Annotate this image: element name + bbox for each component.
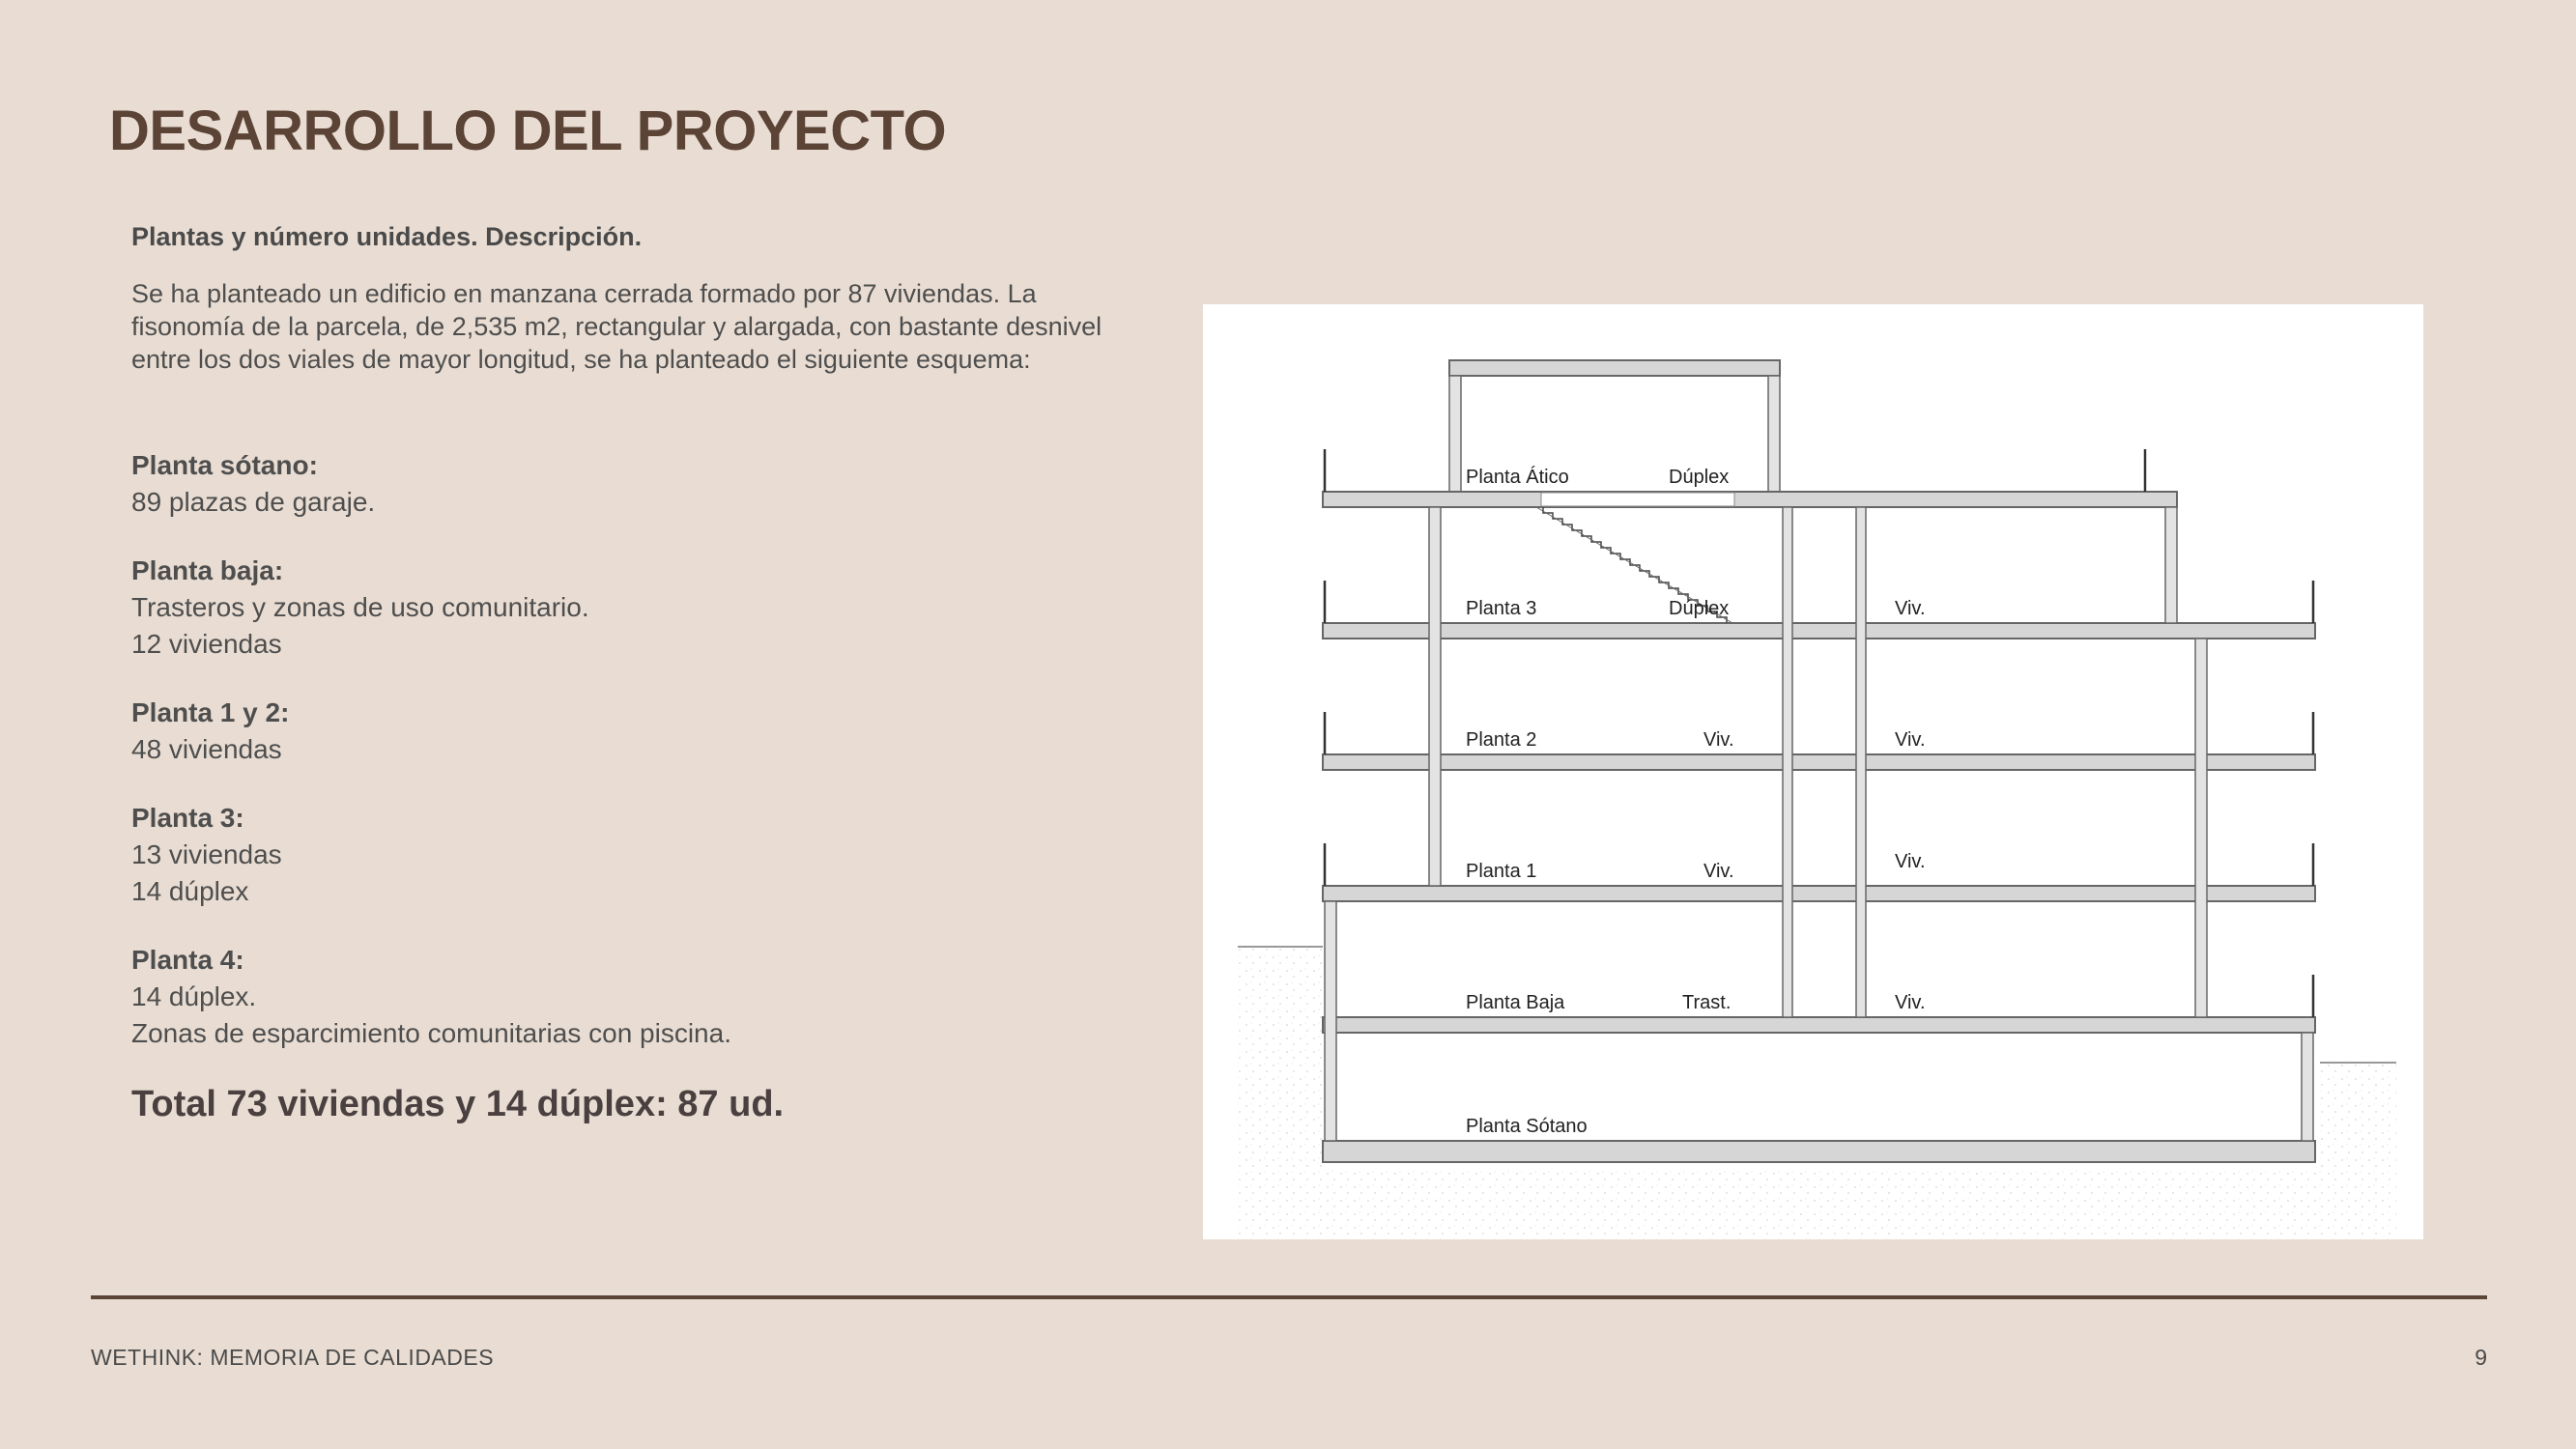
floor-3-slab xyxy=(1323,623,2315,639)
floor-title: Planta 4: xyxy=(131,945,244,975)
floor-detail: Zonas de esparcimiento comunitarias con piscina. xyxy=(131,1018,731,1048)
label-planta-3: Planta 3 xyxy=(1466,598,1537,619)
attic-wall-right xyxy=(1768,376,1780,505)
floor-detail: 89 plazas de garaje. xyxy=(131,487,376,517)
column xyxy=(1429,507,1441,886)
label-planta-sotano: Planta Sótano xyxy=(1466,1116,1588,1137)
label-p2-viv-b: Viv. xyxy=(1895,729,1926,751)
floor-2-slab xyxy=(1323,754,2315,770)
label-atico-duplex: Dúplex xyxy=(1669,467,1730,488)
floor-detail: 13 viviendas xyxy=(131,839,282,869)
floor-list xyxy=(131,447,1156,1052)
column xyxy=(2302,1033,2313,1141)
attic-terrace-opening xyxy=(1541,493,1734,506)
floor-item-3 xyxy=(131,800,1156,910)
floor-detail: 14 dúplex. xyxy=(131,981,257,1011)
page-number: 9 xyxy=(2475,1345,2487,1370)
intro-paragraph: Se ha planteado un edificio en manzana cerrada formado por 87 viviendas. La fisonomía de la parcela, de 2,535 m2, rectangular y alargada, con bastante desnivel entre los dos viales de mayor longitud, se ha planteado el siguiente esquema: xyxy=(131,279,1102,374)
section-drawing xyxy=(1203,304,2423,1239)
column xyxy=(1325,901,1336,1141)
label-planta-baja: Planta Baja xyxy=(1466,992,1565,1013)
label-p1-viv-a: Viv. xyxy=(1703,861,1734,882)
label-baja-trast: Trast. xyxy=(1682,992,1732,1013)
label-planta-atico: Planta Ático xyxy=(1466,467,1569,488)
label-p2-viv-a: Viv. xyxy=(1703,729,1734,751)
label-p3-viv: Viv. xyxy=(1895,598,1926,619)
floor-title: Planta 3: xyxy=(131,803,244,833)
attic-roof-slab xyxy=(1449,360,1780,376)
total-summary: Total 73 viviendas y 14 dúplex: 87 ud. xyxy=(131,1084,785,1124)
floor-item-1-2 xyxy=(131,695,1156,768)
ground-soil-left xyxy=(1238,947,1323,1239)
label-p1-viv-b: Viv. xyxy=(1895,851,1926,872)
floor-detail: 12 viviendas xyxy=(131,629,282,659)
floor-title: Planta baja: xyxy=(131,555,284,585)
basement-floor-slab xyxy=(1323,1141,2315,1162)
ground-soil-right xyxy=(2320,1063,2396,1239)
building-section-diagram xyxy=(1203,304,2423,1239)
label-planta-1: Planta 1 xyxy=(1466,861,1537,882)
column xyxy=(2195,639,2207,1017)
floor-item-4 xyxy=(131,942,1156,1052)
column xyxy=(1856,507,1866,1017)
page-title: DESARROLLO DEL PROYECTO xyxy=(109,99,947,162)
attic-floor-slab xyxy=(1323,492,2177,507)
footer-divider xyxy=(91,1295,2487,1299)
floor-1-slab xyxy=(1323,886,2315,901)
floor-title: Planta sótano: xyxy=(131,450,318,480)
section-subtitle: Plantas y número unidades. Descripción. xyxy=(131,222,643,251)
attic-wall-left xyxy=(1449,376,1461,505)
column xyxy=(1783,507,1792,1017)
floor-detail: Trasteros y zonas de uso comunitario. xyxy=(131,592,589,622)
floor-detail: 48 viviendas xyxy=(131,734,282,764)
description-column xyxy=(131,222,1156,1125)
label-baja-viv: Viv. xyxy=(1895,992,1926,1013)
label-p3-duplex: Dúplex xyxy=(1669,598,1730,619)
floor-item-baja xyxy=(131,553,1156,663)
floor-detail: 14 dúplex xyxy=(131,876,249,906)
column xyxy=(2165,507,2177,623)
floor-title: Planta 1 y 2: xyxy=(131,697,290,727)
floor-item-sotano xyxy=(131,447,1156,521)
footer-text: WETHINK: MEMORIA DE CALIDADES xyxy=(91,1345,495,1370)
ground-soil-bottom xyxy=(1323,1169,2320,1239)
label-planta-2: Planta 2 xyxy=(1466,729,1537,751)
ground-floor-slab xyxy=(1323,1017,2315,1033)
